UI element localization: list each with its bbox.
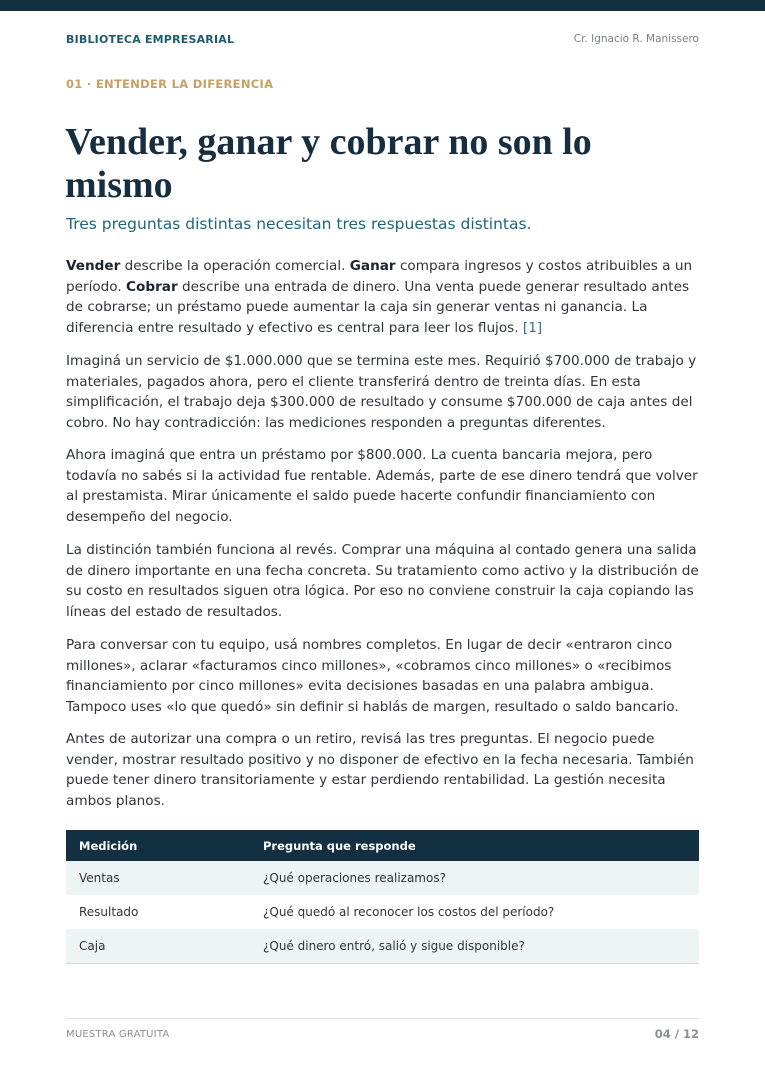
- table-cell-measurement: Caja: [66, 929, 250, 964]
- paragraph-intro: [66, 256, 702, 338]
- page-header: [66, 33, 699, 47]
- footer-divider: [66, 1018, 699, 1019]
- table-header-row: [66, 830, 699, 861]
- table-row: [66, 895, 699, 929]
- page-subtitle: Tres preguntas distintas necesitan tres respuestas distintas.: [66, 215, 532, 233]
- author-name: Cr. Ignacio R. Manissero: [573, 33, 699, 45]
- table-cell-measurement: Ventas: [66, 861, 250, 895]
- intro-text-3: describe una entrada de dinero. Una venta puede generar resultado antes de cobrarse; un préstamo puede aumentar la caja sin generar ventas ni ganancia. La diferencia entre resultado y efectivo es central para leer los flujos.: [66, 278, 690, 336]
- term-vender: Vender: [66, 258, 121, 274]
- table-row: [66, 929, 699, 964]
- table-cell-question: ¿Qué dinero entró, salió y sigue disponible?: [250, 929, 699, 964]
- section-label: 01 · ENTENDER LA DIFERENCIA: [66, 77, 274, 91]
- brand-name: BIBLIOTECA EMPRESARIAL: [66, 33, 235, 46]
- intro-text-2: compara ingresos y costos atribuibles a un período.: [66, 258, 693, 295]
- paragraph-loan-example: Ahora imaginá que entra un préstamo por $800.000. La cuenta bancaria mejora, pero todavía no sabés si la actividad fue rentable. Además, parte de ese dinero tendrá que volver al prestamista. Mirar únicamente el saldo puede hacerte confundir financiamiento con desempeño del negocio.: [66, 447, 698, 525]
- table-cell-question: ¿Qué operaciones realizamos?: [250, 861, 699, 895]
- term-cobrar: Cobrar: [126, 278, 178, 295]
- page-number: 04 / 12: [654, 1027, 699, 1041]
- table-row: [66, 861, 699, 895]
- paragraph-machine-example: La distinción también funciona al revés. Comprar una máquina al contado genera una salida de dinero importante en una fecha concreta. Su tratamiento como activo y la distribución de su costo en resultados siguen otra lógica. Por eso no conviene construir la caja copiando las líneas del estado de resultados.: [66, 542, 699, 620]
- top-accent-bar: [0, 0, 765, 11]
- table-header-question: Pregunta que responde: [250, 830, 699, 861]
- footer-label: MUESTRA GRATUITA: [66, 1029, 170, 1040]
- table-cell-question: ¿Qué quedó al reconocer los costos del período?: [250, 895, 699, 929]
- intro-text-1: describe la operación comercial.: [120, 258, 350, 274]
- term-ganar: Ganar: [349, 258, 396, 274]
- table-cell-measurement: Resultado: [66, 895, 250, 929]
- reference-link[interactable]: [1]: [522, 319, 543, 336]
- paragraph-naming-advice: Para conversar con tu equipo, usá nombres completos. En lugar de decir «entraron cinco millones», aclarar «facturamos cinco millones», «cobramos cinco millones» o «recibimos financiamiento por cinco millones» evita decisiones basadas en una palabra ambigua. Tampoco uses «lo que quedó» sin definir si hablás de margen, resultado o saldo bancario.: [66, 637, 679, 715]
- page-title: Vender, ganar y cobrar no son lo mismo: [65, 121, 592, 206]
- table-header-measurement: Medición: [66, 830, 250, 861]
- measurement-table: [66, 830, 699, 964]
- paragraph-service-example: Imaginá un servicio de $1.000.000 que se termina este mes. Requirió $700.000 de trabajo y materiales, pagados ahora, pero el cliente transferirá dentro de treinta días. En esta simplificación, el trabajo deja $300.000 de resultado y consume $700.000 de caja antes del cobro. No hay contradicción: las mediciones responden a preguntas diferentes.: [66, 353, 697, 431]
- paragraph-conclusion: Antes de autorizar una compra o un retiro, revisá las tres preguntas. El negocio puede vender, mostrar resultado positivo y no disponer de efectivo en la fecha necesaria. También puede tener dinero transitoriamente y estar perdiendo rentabilidad. La gestión necesita ambos planos.: [66, 731, 694, 809]
